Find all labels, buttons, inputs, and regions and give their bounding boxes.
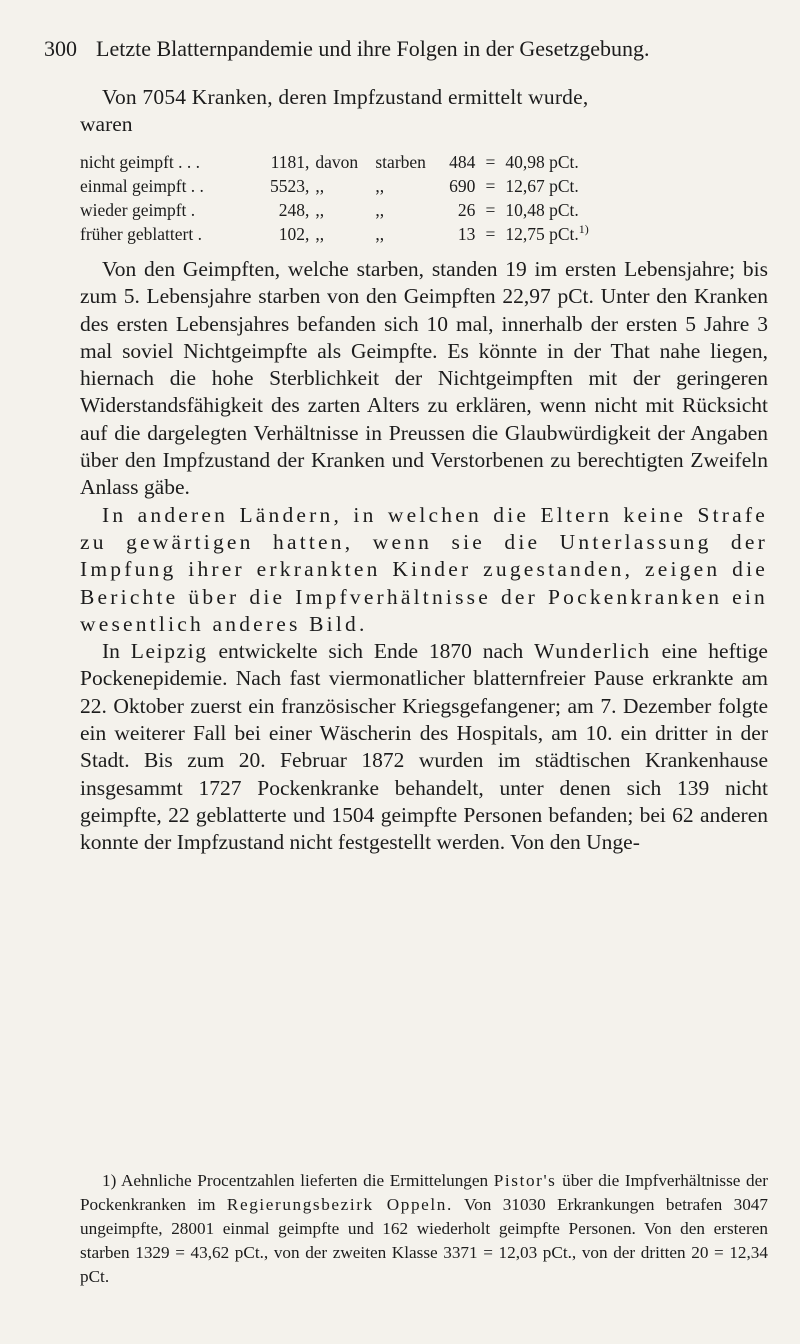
footnote-paragraph	[80, 1169, 768, 1289]
row-percent-value: 12,75 pCt.	[505, 224, 579, 244]
row-total: 5523,	[270, 176, 310, 196]
row-percent: 12,67 pCt.	[505, 176, 579, 196]
footnote-reference: 1)	[578, 222, 589, 237]
row-died: 26	[457, 200, 476, 220]
row-died: 690	[449, 176, 476, 196]
row-starben: ,,	[375, 224, 385, 244]
row-davon: ,,	[315, 176, 325, 196]
row-equals: =	[485, 224, 496, 244]
row-starben: starben	[375, 152, 426, 172]
text-fragment: über die Impfverhältnisse der Pockenkranken im	[80, 1171, 768, 1214]
table-row	[80, 198, 770, 222]
district-name: Regierungsbezirk Oppeln.	[226, 1195, 453, 1214]
body-text	[80, 256, 768, 857]
row-total: 102,	[278, 224, 310, 244]
row-equals: =	[485, 152, 496, 172]
row-label: einmal geimpft . .	[80, 176, 204, 196]
row-label: wieder geimpft .	[80, 200, 196, 220]
row-starben: ,,	[375, 176, 385, 196]
row-percent: 10,48 pCt.	[505, 200, 579, 220]
row-davon: ,,	[315, 224, 325, 244]
author-name-pistor: Pistor's	[493, 1171, 557, 1190]
row-label: früher geblattert .	[80, 224, 202, 244]
place-name-leipzig: Leipzig	[130, 639, 208, 664]
table-row	[80, 150, 770, 174]
vaccination-stats-table	[80, 150, 770, 246]
text-fragment: eine heftige Pockenepidemie. Nach fast viermonatlicher blatternfreier Pause erkrankte am 22. Oktober zuerst ein französischer Kriegsgefangener; am 7. Dezember folgte ein weiterer Fall bei einer Wäscherin des Hospitals, am 10. ein dritter in der Stadt. Bis zum 20. Februar 1872 wurden im städtischen Krankenhause insgesammt 1727 Pockenkranke behandelt, unter denen sich 139 nicht geimpfte, 22 geblatterte und 1504 geimpfte Personen befanden; bei 62 anderen konnte der Impfzustand nicht festgestellt werden. Von den Unge-	[80, 639, 768, 855]
row-davon: davon	[315, 152, 359, 172]
paragraph-other-countries: In anderen Ländern, in welchen die Eltern keine Strafe zu gewärtigen hatten, wenn sie die Unterlassung der Impfung ihrer erkrankten Kinder zugestanden, zeigen die Berichte über die Impfverhältnisse der Pockenkranken ein wesentlich anderes Bild.	[80, 502, 768, 636]
text-fragment: In	[102, 639, 131, 664]
author-name-wunderlich: Wunderlich	[534, 639, 651, 664]
row-total: 1181,	[270, 152, 310, 172]
page-number: 300	[44, 36, 77, 61]
row-davon: ,,	[315, 200, 325, 220]
running-title: Letzte Blatternpandemie und ihre Folgen in der Gesetzgebung.	[96, 36, 650, 61]
intro-line-1: Von 7054 Kranken, deren Impfzustand ermittelt wurde,	[102, 85, 589, 109]
footnote-marker: 1)	[102, 1171, 117, 1190]
text-fragment: Von 31030 Erkrankungen betrafen 3047 ungeimpfte, 28001 einmal geimpfte und 162 wiederholt geimpfte Personen. Von den ersteren starben 1329 = 43,62 pCt., von der zweiten Klasse 3371 = 12,03 pCt., von der dritten 20 = 12,34 pCt.	[80, 1195, 768, 1286]
paragraph-leipzig	[80, 638, 768, 856]
table-row	[80, 174, 770, 198]
row-equals: =	[485, 176, 496, 196]
running-header	[44, 36, 764, 62]
row-label: nicht geimpft . . .	[80, 152, 201, 172]
footnote	[80, 1169, 768, 1289]
intro-paragraph	[80, 84, 768, 139]
paragraph-vaccinated-deaths: Von den Geimpften, welche starben, standen 19 im ersten Lebensjahre; bis zum 5. Lebensjahre starben von den Geimpften 22,97 pCt. Unter den Kranken des ersten Lebensjahres befanden sich 10 mal, innerhalb der ersten 5 Jahre 3 mal soviel Nichtgeimpfte als Geimpfte. Es könnte in der That nahe liegen, hiernach die hohe Sterblichkeit der Nichtgeimpften mit der geringeren Widerstandsfähigkeit des zarten Alters zu erklären, wenn nicht mit Rücksicht auf die dargelegten Verhältnisse in Preussen die Glaubwürdigkeit der Angaben über den Impfzustand der Kranken und Verstorbenen zu berechtigten Zweifeln Anlass gäbe.	[80, 257, 768, 500]
row-percent: 40,98 pCt.	[505, 152, 579, 172]
row-equals: =	[485, 200, 496, 220]
row-died: 484	[449, 152, 476, 172]
row-total: 248,	[278, 200, 310, 220]
table-row	[80, 222, 770, 246]
row-died: 13	[457, 224, 476, 244]
text-fragment: Aehnliche Procentzahlen lieferten die Ermittelungen	[116, 1171, 494, 1190]
row-percent	[505, 222, 770, 246]
text-fragment: entwickelte sich Ende 1870 nach	[207, 639, 535, 664]
row-starben: ,,	[375, 200, 385, 220]
intro-line-2: waren	[80, 112, 133, 137]
